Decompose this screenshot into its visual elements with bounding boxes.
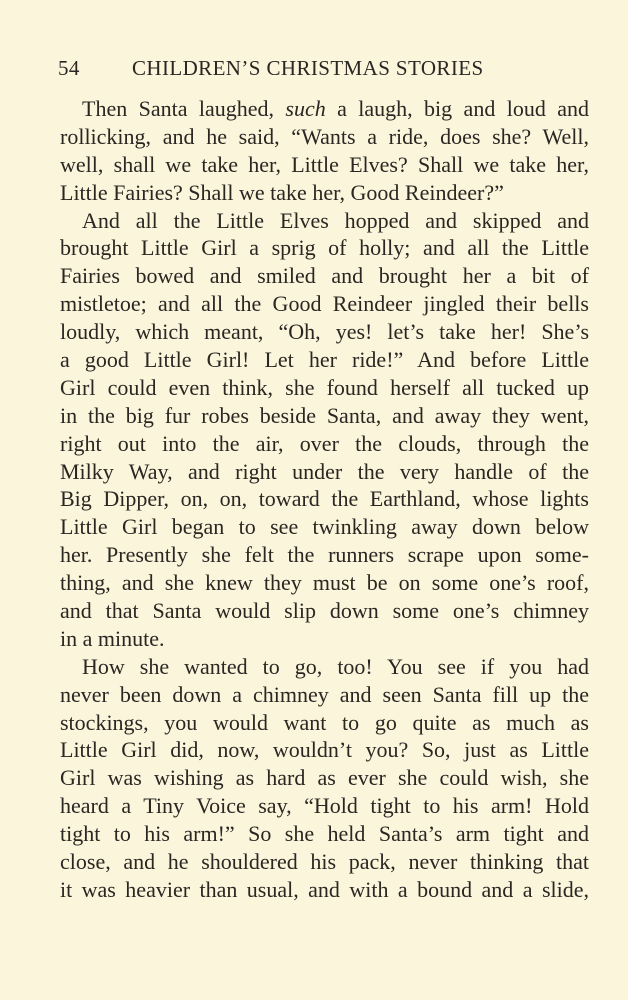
text-line: And all the Little Elves hopped and skipped and [82, 207, 589, 233]
text-line: How she wanted to go, too! You see if you had [82, 653, 589, 679]
text-line: Girl could even think, she found herself all tucked up [60, 374, 589, 400]
text-line: Little Fairies? Shall we take her, Good Reindeer?” [60, 179, 504, 205]
text-line: rollicking, and he said, “Wants a ride, does she? Well, [60, 123, 589, 149]
text-line: Milky Way, and right under the very handle of the [60, 458, 589, 484]
text-line: loudly, which meant, “Oh, yes! let’s take her! She’s [60, 319, 589, 345]
page-number: 54 [58, 56, 80, 80]
text-line: in the big fur robes beside Santa, and away they went, [60, 402, 589, 428]
text-line: it was heavier than usual, and with a bound and a slide, [60, 876, 589, 902]
text-run: Then Santa laughed, [82, 96, 286, 121]
text-line: mistletoe; and all the Good Reindeer jingled their bells [60, 291, 589, 317]
text-line [60, 95, 589, 123]
text-line: Little Girl began to see twinkling away down below [60, 514, 589, 540]
running-title: CHILDREN’S CHRISTMAS STORIES [132, 56, 484, 80]
running-head [58, 56, 518, 84]
text-line: her. Presently she felt the runners scrape upon some- [60, 542, 589, 568]
text-line: in a minute. [60, 625, 165, 651]
text-line: well, shall we take her, Little Elves? Shall we take her, [60, 151, 589, 177]
body-text [60, 95, 589, 904]
text-line: thing, and she knew they must be on some one’s roof, [60, 570, 589, 596]
text-run: a laugh, big and loud and [325, 96, 589, 121]
text-line: a good Little Girl! Let her ride!” And before Little [60, 347, 589, 373]
text-line: close, and he shouldered his pack, never thinking that [60, 849, 589, 875]
text-line: and that Santa would slip down some one’s chimney [60, 598, 589, 624]
emphasis-word: such [285, 96, 326, 121]
text-line: Big Dipper, on, on, toward the Earthland, whose lights [60, 486, 589, 512]
text-line: tight to his arm!” So she held Santa’s arm tight and [60, 821, 589, 847]
text-line: Little Girl did, now, wouldn’t you? So, just as Little [60, 737, 589, 763]
text-line: Fairies bowed and smiled and brought her a bit of [60, 263, 589, 289]
text-line: right out into the air, over the clouds, through the [60, 430, 589, 456]
text-line: never been down a chimney and seen Santa fill up the [60, 681, 589, 707]
text-line: heard a Tiny Voice say, “Hold tight to his arm! Hold [60, 793, 589, 819]
text-line: brought Little Girl a sprig of holly; and all the Little [60, 235, 589, 261]
text-line: Girl was wishing as hard as ever she could wish, she [60, 765, 589, 791]
text-line: stockings, you would want to go quite as much as [60, 709, 589, 735]
